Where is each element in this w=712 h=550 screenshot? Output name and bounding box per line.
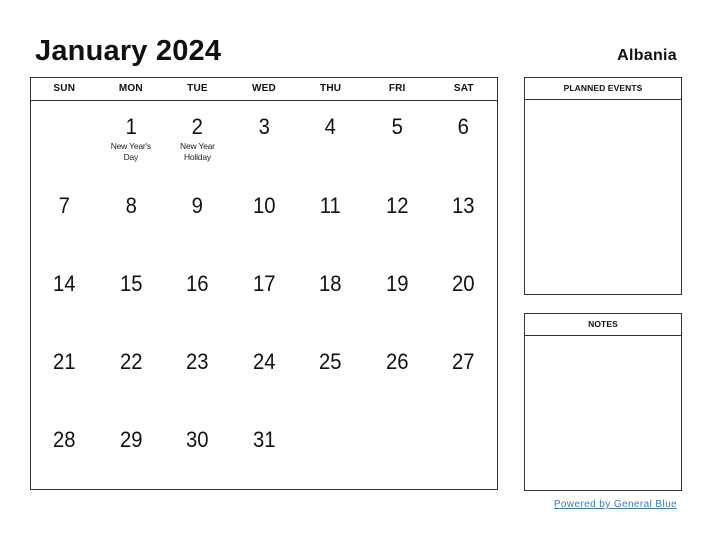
day-number: 29 <box>119 427 143 452</box>
planned-events-area[interactable] <box>525 100 681 294</box>
day-number: 13 <box>452 193 476 218</box>
notes-header: NOTES <box>525 314 681 336</box>
day-number: 3 <box>258 114 270 139</box>
day-number: 20 <box>452 271 476 296</box>
day-number: 9 <box>191 193 204 218</box>
day-cell[interactable] <box>364 101 431 180</box>
day-number: 7 <box>58 193 70 218</box>
day-cell[interactable] <box>430 258 497 336</box>
weekday-fri: FRI <box>388 83 406 94</box>
day-number: 8 <box>125 193 137 218</box>
day-number: 23 <box>186 349 209 374</box>
day-cell[interactable] <box>297 414 364 492</box>
planned-events-header: PLANNED EVENTS <box>525 78 681 100</box>
day-number: 10 <box>252 193 276 218</box>
weekday-mon: MON <box>118 83 143 94</box>
weekday-header-row <box>31 78 497 101</box>
day-cell[interactable] <box>31 180 98 258</box>
day-cell[interactable] <box>231 414 298 492</box>
day-cell[interactable] <box>297 180 364 258</box>
day-number: 30 <box>186 427 209 452</box>
day-number: 21 <box>53 349 76 374</box>
day-number: 15 <box>119 271 143 296</box>
day-number: 1 <box>125 114 137 139</box>
day-cell[interactable] <box>364 258 431 336</box>
calendar-week-row <box>31 258 497 336</box>
calendar-week-row <box>31 336 497 414</box>
weekday-sat: SAT <box>453 83 474 94</box>
day-number: 14 <box>53 271 76 296</box>
day-number: 22 <box>119 349 143 374</box>
calendar-grid <box>30 77 498 490</box>
day-number: 5 <box>391 114 403 139</box>
day-cell[interactable] <box>364 336 431 414</box>
day-number: 12 <box>385 193 409 218</box>
holiday-label: New Year Holiday <box>180 141 215 162</box>
day-number: 27 <box>452 349 476 374</box>
day-cell[interactable] <box>297 101 364 180</box>
day-cell[interactable] <box>430 414 497 492</box>
country-label: Albania <box>617 47 677 64</box>
day-cell[interactable] <box>364 414 431 492</box>
day-cell[interactable] <box>297 336 364 414</box>
weekday-wed: WED <box>252 83 276 94</box>
day-number: 31 <box>252 427 276 452</box>
calendar-week-row <box>31 414 497 492</box>
day-number: 2 <box>191 114 204 139</box>
day-cell[interactable] <box>31 336 98 414</box>
weekday-tue: TUE <box>187 83 208 94</box>
day-cell[interactable] <box>164 101 231 180</box>
notes-panel <box>524 313 682 491</box>
notes-area[interactable] <box>525 336 681 490</box>
day-number: 17 <box>252 271 276 296</box>
day-cell[interactable] <box>231 258 298 336</box>
day-number: 18 <box>319 271 342 296</box>
day-number: 16 <box>186 271 209 296</box>
day-cell[interactable] <box>164 258 231 336</box>
day-number: 6 <box>458 114 470 139</box>
day-number: 11 <box>320 193 342 218</box>
page-title: January 2024 <box>35 35 222 67</box>
day-cell[interactable] <box>231 101 298 180</box>
weekday-sun: SUN <box>53 83 76 94</box>
day-cell[interactable] <box>430 101 497 180</box>
day-number: 19 <box>385 271 409 296</box>
day-cell[interactable] <box>98 414 165 492</box>
calendar-week-row <box>31 101 497 180</box>
day-cell[interactable] <box>364 180 431 258</box>
day-cell[interactable] <box>430 180 497 258</box>
day-cell[interactable] <box>231 336 298 414</box>
day-cell[interactable] <box>31 258 98 336</box>
calendar-week-row <box>31 180 497 258</box>
day-cell[interactable] <box>98 258 165 336</box>
day-cell[interactable] <box>164 414 231 492</box>
day-cell[interactable] <box>231 180 298 258</box>
day-cell[interactable] <box>31 414 98 492</box>
day-number: 28 <box>53 427 76 452</box>
calendar-weeks <box>31 101 497 489</box>
day-cell[interactable] <box>164 180 231 258</box>
weekday-thu: THU <box>320 83 342 94</box>
day-cell[interactable] <box>98 180 165 258</box>
day-number: 24 <box>252 349 276 374</box>
holiday-label: New Year's Day <box>110 141 151 162</box>
powered-by-link[interactable]: Powered by General Blue <box>553 499 677 510</box>
day-cell[interactable] <box>297 258 364 336</box>
day-cell[interactable] <box>430 336 497 414</box>
day-number: 4 <box>324 114 337 139</box>
planned-events-panel <box>524 77 682 295</box>
day-number: 26 <box>385 349 409 374</box>
day-cell[interactable] <box>98 336 165 414</box>
day-cell[interactable] <box>164 336 231 414</box>
day-cell[interactable] <box>98 101 165 180</box>
day-number: 25 <box>319 349 342 374</box>
day-cell[interactable] <box>31 101 98 180</box>
